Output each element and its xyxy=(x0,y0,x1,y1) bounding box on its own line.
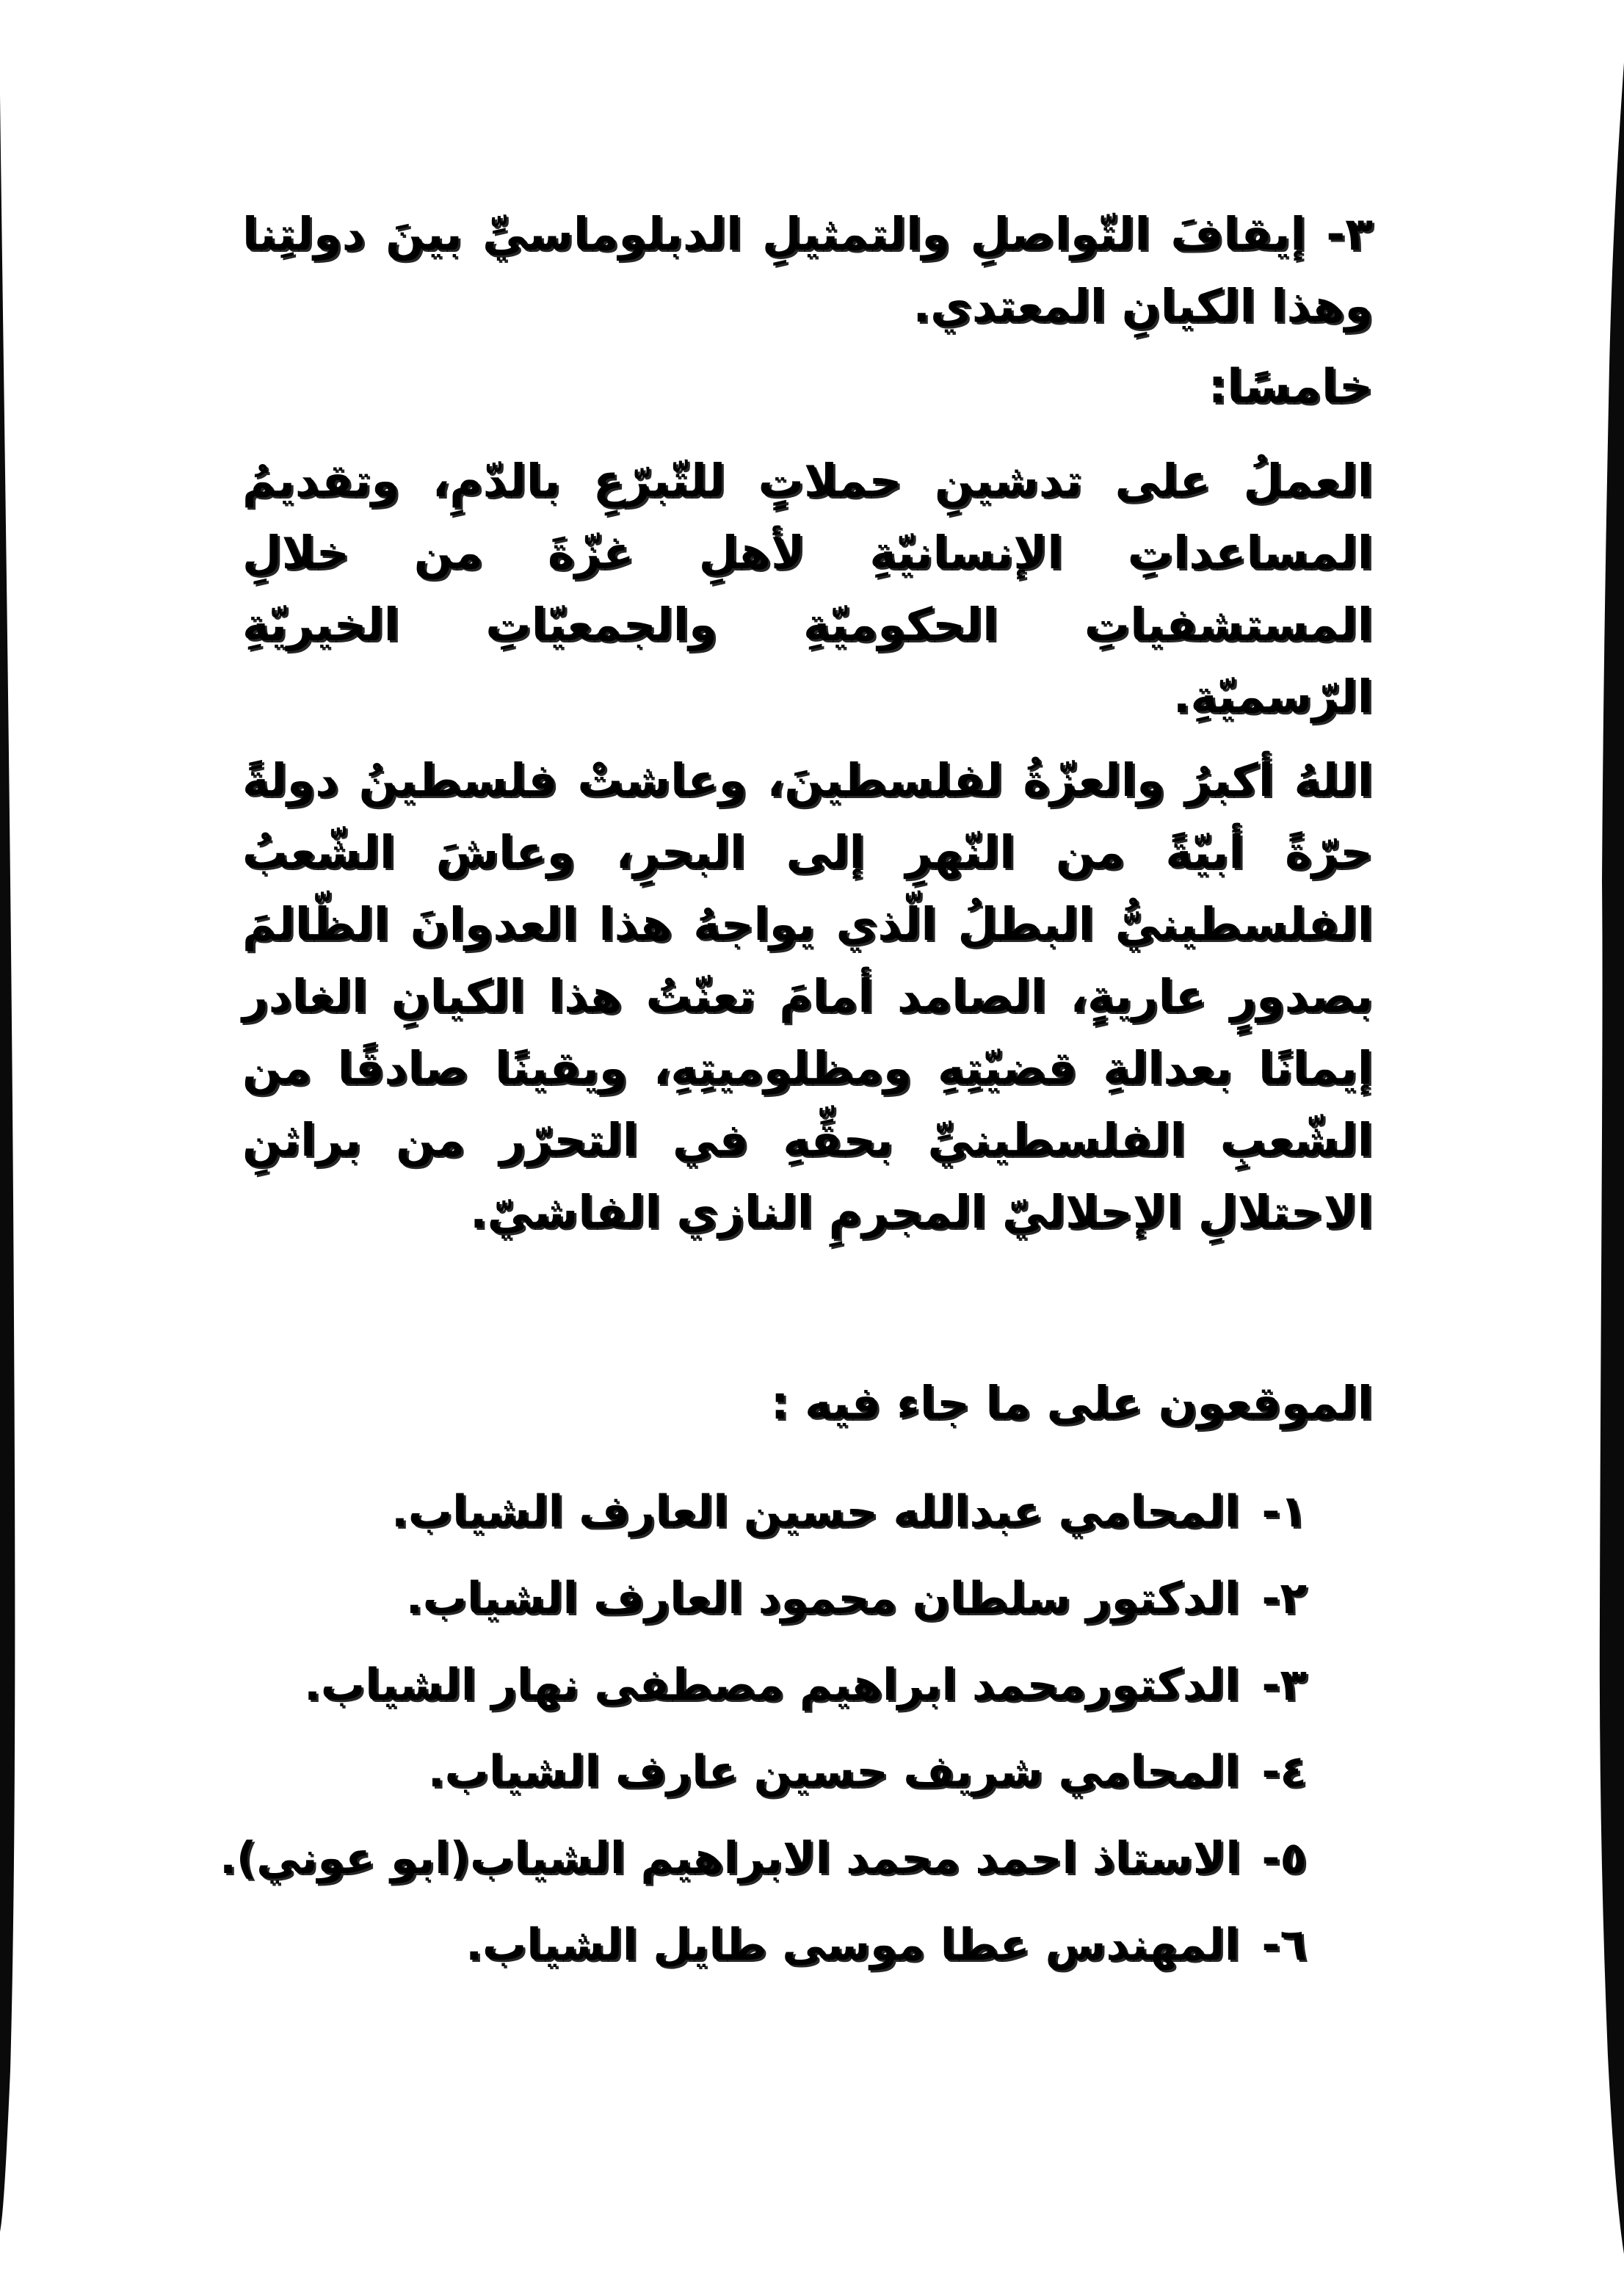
signatory-number: ١- xyxy=(1261,1486,1307,1537)
signatory-name: الدكتور سلطان محمود العارف الشياب. xyxy=(405,1573,1240,1624)
signatory-number: ٣- xyxy=(1261,1659,1307,1711)
demand-item-3: ٣- إيقافَ التّواصلِ والتمثيلِ الدبلوماسيِّ بينَ دولتِنا وهذا الكيانِ المعتدي. xyxy=(242,207,1373,333)
scan-edge-left-shape xyxy=(0,0,88,2282)
signatory-item xyxy=(242,1728,1307,1815)
signatory-item xyxy=(242,1468,1307,1555)
signatory-name: الدكتورمحمد ابراهيم مصطفى نهار الشياب. xyxy=(304,1659,1240,1711)
scan-edge-left xyxy=(0,0,88,2282)
signatory-name: المحامي شريف حسين عارف الشياب. xyxy=(427,1746,1240,1797)
signatories-list xyxy=(220,1468,1373,1988)
signatory-item xyxy=(220,1815,1307,1902)
signatory-name: المهندس عطا موسى طايل الشياب. xyxy=(465,1919,1240,1971)
section-5-heading: خامسًا: xyxy=(1208,360,1373,414)
signatory-number: ٦- xyxy=(1261,1919,1307,1971)
signatory-item xyxy=(242,1642,1307,1728)
signatory-name: الاستاذ احمد محمد الابراهيم الشياب(ابو عوني). xyxy=(220,1833,1241,1884)
signatory-number: ٢- xyxy=(1261,1573,1307,1624)
signatory-item xyxy=(242,1902,1307,1988)
signatory-number: ٥- xyxy=(1261,1833,1307,1884)
document-page xyxy=(220,198,1373,1988)
signatory-number: ٤- xyxy=(1261,1746,1307,1797)
scan-edge-right-shape xyxy=(1536,0,1624,2282)
section-5-body: العملُ على تدشينِ حملاتٍ للتّبرّعِ بالدّمِ، وتقديمُ المساعداتِ الإنسانيّةِ لأهلِ غزّةَ من خلالِ المستشفياتِ الحكوميّةِ والجمعيّاتِ الخيريّةِ الرّسميّةِ. xyxy=(242,454,1373,723)
closing-statement: اللهُ أكبرُ والعزّةُ لفلسطينَ، وعاشتْ فلسطينُ دولةً حرّةً أبيّةً من النّهرِ إلى البحرِ، وعاشَ الشّعبُ الفلسطينيُّ البطلُ الّذي يواجهُ هذا العدوانَ الظّالمَ بصدورٍ عاريةٍ، الصامد أمامَ تعنّتُ هذا الكيانِ الغادر إيمانًا بعدالةِ قضيّتِهِ ومظلوميتِهِ، ويقينًا صادقًا من الشّعبِ الفلسطينيِّ بحقِّهِ في التحرّر من براثنِ الاحتلالِ الإحلاليّ المجرمِ النازي الفاشيّ. xyxy=(242,753,1373,1239)
signatories-title: الموقعون على ما جاء فيه : xyxy=(770,1376,1373,1430)
signatory-name: المحامي عبدالله حسين العارف الشياب. xyxy=(391,1486,1240,1537)
scan-edge-right xyxy=(1536,0,1624,2282)
signatory-item xyxy=(242,1555,1307,1642)
